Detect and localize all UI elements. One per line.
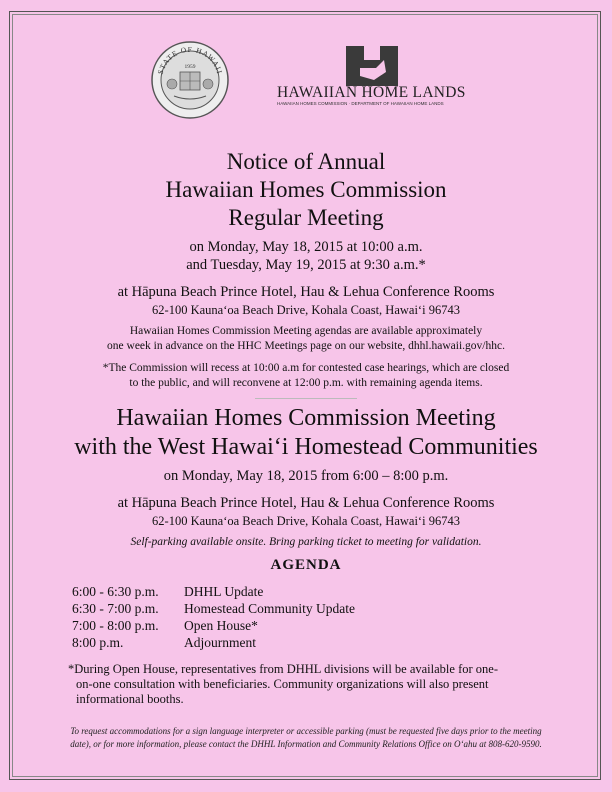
notice-date-line-2: and Tuesday, May 19, 2015 at 9:30 a.m.* (186, 257, 426, 273)
logo-subtitle: HAWAIIAN HOMES COMMISSION · DEPARTMENT OF HAWAIIAN HOME LANDS (277, 101, 444, 106)
agenda-time: 8:00 p.m. (72, 635, 124, 650)
meeting-location: at Hāpuna Beach Prince Hotel, Hau & Lehua Conference Rooms (117, 495, 495, 511)
agenda-row (72, 617, 532, 634)
agenda-heading: AGENDA (270, 557, 342, 573)
logo-title: HAWAIIAN HOME LANDS (277, 84, 466, 101)
footer-line-2: date), or for more information, please contact the DHHL Information and Community Relations Office on O‘ahu at 808-620-9590. (70, 739, 542, 749)
recess-note-line-2: to the public, and will reconvene at 12:00 p.m. with remaining agenda items. (129, 377, 483, 389)
agenda-row (72, 583, 532, 600)
meeting-title-line-1: Hawaiian Homes Commission Meeting (116, 405, 496, 431)
notice-location: at Hāpuna Beach Prince Hotel, Hau & Lehua Conference Rooms (117, 284, 495, 300)
notice-title-line-1: Notice of Annual (226, 149, 386, 174)
agenda-item: Open House* (184, 618, 258, 633)
agenda-time: 6:30 - 7:00 p.m. (72, 601, 159, 616)
agenda-list (72, 583, 532, 651)
agenda-item: DHHL Update (184, 584, 264, 599)
open-house-note-line-1: *During Open House, representatives from DHHL divisions will be available for one- (68, 662, 498, 676)
agenda-row (72, 634, 532, 651)
meeting-date: on Monday, May 18, 2015 from 6:00 – 8:00 p.m. (163, 468, 449, 484)
seal-year: 1959 (184, 64, 196, 70)
agenda-item: Adjournment (184, 635, 256, 650)
parking-note: Self-parking available onsite. Bring parking ticket to meeting for validation. (130, 536, 482, 548)
state-seal-icon (150, 40, 230, 120)
open-house-note-line-2: on-one consultation with beneficiaries. Community organizations will also present (76, 677, 489, 691)
notice-date-line-1: on Monday, May 18, 2015 at 10:00 a.m. (189, 239, 423, 255)
agenda-availability-line-2: one week in advance on the HHC Meetings page on our website, dhhl.hawaii.gov/hhc. (107, 340, 505, 352)
agenda-time: 6:00 - 6:30 p.m. (72, 584, 159, 599)
seal-top-text: STATE OF HAWAII (155, 44, 225, 76)
meeting-title-line-2: with the West Hawai‘i Homestead Communities (74, 434, 538, 460)
agenda-availability-line-1: Hawaiian Homes Commission Meeting agendas are available approximately (129, 325, 483, 337)
recess-note-line-1: *The Commission will recess at 10:00 a.m for contested case hearings, which are closed (102, 362, 510, 374)
hawaiian-home-lands-logo-icon (346, 46, 398, 86)
notice-title-line-2: Hawaiian Homes Commission (165, 177, 447, 202)
agenda-row (72, 600, 532, 617)
agenda-item: Homestead Community Update (184, 601, 355, 616)
footer-line-1: To request accommodations for a sign language interpreter or accessible parking (must be requested five days prior to the meeting (70, 726, 542, 736)
notice-title-line-3: Regular Meeting (228, 205, 384, 230)
section-divider (255, 398, 357, 399)
notice-address: 62-100 Kauna‘oa Beach Drive, Kohala Coast, Hawai‘i 96743 (152, 303, 460, 317)
open-house-note-line-3: informational booths. (76, 692, 184, 706)
meeting-address: 62-100 Kauna‘oa Beach Drive, Kohala Coast, Hawai‘i 96743 (152, 514, 460, 528)
agenda-time: 7:00 - 8:00 p.m. (72, 618, 159, 633)
